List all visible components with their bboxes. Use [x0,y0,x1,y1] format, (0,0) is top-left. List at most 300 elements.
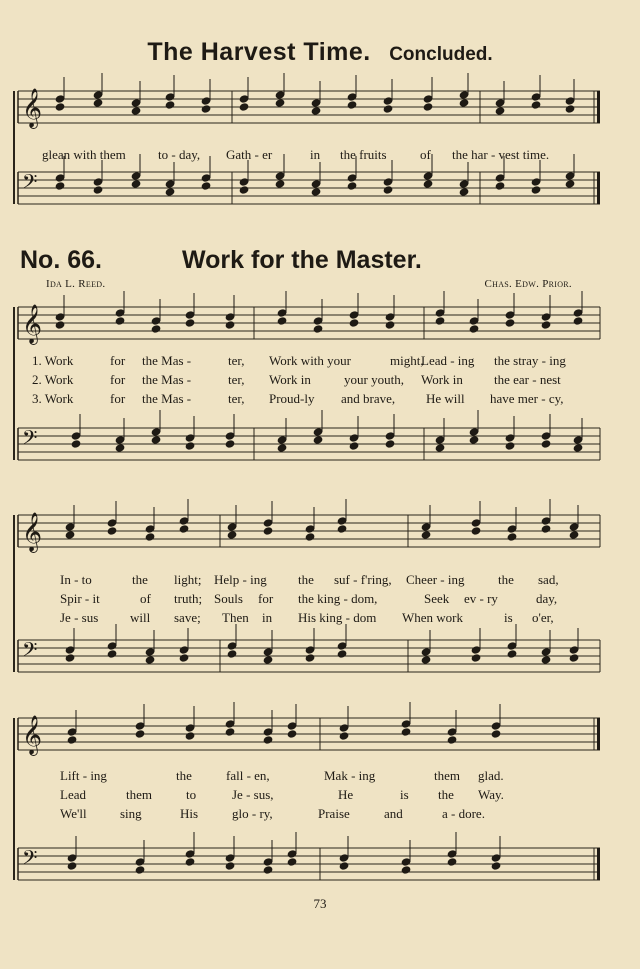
lyric: a - dore. [442,806,485,821]
notehead [459,99,469,107]
notehead [459,180,469,188]
notehead [469,436,479,444]
lyric: sad, [538,572,559,587]
notehead [491,854,501,862]
notehead [491,722,501,730]
lyric: sing [120,806,142,821]
notehead [263,866,273,874]
notehead [401,728,411,736]
treble-clef-icon: 𝄞 [22,88,43,128]
notehead [277,436,287,444]
prev-lyric-6: of [420,147,431,162]
final-barline [597,91,600,123]
lyric: fall - en, [226,768,270,783]
notehead [67,854,77,862]
lyric: He will [426,391,465,406]
notehead [65,523,75,531]
lyric: the Mas - [142,391,192,406]
lyric: Je - sus, [232,787,274,802]
bass-clef-icon: 𝄢 [22,426,38,454]
lyric: will [130,610,151,625]
notehead [349,442,359,450]
prev-lyric-3: Gath - er [226,147,273,162]
notehead [401,866,411,874]
notehead [541,440,551,448]
notehead [277,444,287,452]
staff [18,846,600,880]
notehead [573,309,583,317]
notehead [469,325,479,333]
notehead [55,103,65,111]
lyric: Souls [214,591,243,606]
notehead [435,436,445,444]
notehead [135,858,145,866]
lyric: to [186,787,197,802]
notehead [447,850,457,858]
final-barline [597,718,600,750]
notehead [115,317,125,325]
notehead [65,646,75,654]
notehead [185,724,195,732]
notehead [67,728,77,736]
notehead [541,321,551,329]
lyric: His king - dom [298,610,377,625]
notehead [565,105,575,113]
notehead [385,432,395,440]
lyric: Proud-ly [269,391,315,406]
notehead [383,186,393,194]
lyric: the king - dom, [298,591,378,606]
notehead [423,180,433,188]
notehead [165,188,175,196]
notehead [339,732,349,740]
notehead [313,428,323,436]
notehead [349,319,359,327]
notehead [93,186,103,194]
lyric: Help - ing [214,572,267,587]
notehead [401,720,411,728]
lyric: Lead - ing [421,353,475,368]
notehead [421,656,431,664]
lyric: is [400,787,409,802]
notehead [227,642,237,650]
lyric: 3. Work [32,391,74,406]
notehead [201,105,211,113]
notehead [495,99,505,107]
lyric: is [504,610,513,625]
notehead [179,525,189,533]
notehead [383,178,393,186]
notehead [347,93,357,101]
notehead [569,646,579,654]
notehead [339,724,349,732]
lyric: and [384,806,403,821]
notehead [305,646,315,654]
notehead [569,654,579,662]
notehead [435,317,445,325]
bass-clef-icon: 𝄢 [22,638,38,666]
lyric: day, [536,591,558,606]
notehead [179,517,189,525]
prev-lyric-1: glean with them [42,147,126,162]
prev-lyric-4: in [310,147,321,162]
notehead [185,732,195,740]
notehead [263,728,273,736]
notehead [185,442,195,450]
notehead [131,99,141,107]
staff [18,88,600,129]
notehead [505,434,515,442]
notehead [541,656,551,664]
notehead [447,858,457,866]
notehead [179,654,189,662]
lyric: them [434,768,460,783]
notehead [349,434,359,442]
notehead [131,107,141,115]
notehead [313,317,323,325]
lyric: Seek [424,591,450,606]
notehead [67,862,77,870]
notehead [179,646,189,654]
notehead [185,319,195,327]
notehead [349,311,359,319]
notehead [71,440,81,448]
lyric: 2. Work [32,372,74,387]
notehead [201,97,211,105]
notehead [339,854,349,862]
notehead [573,436,583,444]
notehead [227,531,237,539]
notehead [275,99,285,107]
lyric: Way. [478,787,504,802]
notehead [337,517,347,525]
notehead [239,186,249,194]
lyric: light; [174,572,202,587]
notehead [115,436,125,444]
notehead [471,654,481,662]
notehead [115,309,125,317]
staff [18,715,600,756]
composer-credit: Chas. Edw. Prior. [484,278,572,290]
page-number: 73 [313,896,327,911]
notehead [491,730,501,738]
notehead [447,728,457,736]
treble-clef-icon: 𝄞 [22,304,43,344]
notehead [55,182,65,190]
previous-hymn-title: The Harvest Time. [147,38,371,66]
notehead [135,866,145,874]
prev-lyric-2: to - day, [158,147,201,162]
lyric: the Mas - [142,353,192,368]
notehead [469,428,479,436]
notehead [287,858,297,866]
bass-clef-icon: 𝄢 [22,170,38,198]
notehead [383,97,393,105]
notehead [385,321,395,329]
notehead [421,523,431,531]
lyric: We'll [60,806,87,821]
lyric: Mak - ing [324,768,376,783]
notehead [401,858,411,866]
notehead [305,533,315,541]
notehead [55,313,65,321]
notehead [491,862,501,870]
notehead [311,107,321,115]
notehead [541,313,551,321]
notehead [201,174,211,182]
notehead [55,95,65,103]
lyric: for [110,353,126,368]
notehead [459,91,469,99]
notehead [311,99,321,107]
notehead [347,174,357,182]
lyric: for [110,391,126,406]
notehead [531,101,541,109]
notehead [565,172,575,180]
notehead [541,648,551,656]
notehead [507,525,517,533]
lyric: them [126,787,152,802]
lyric: ter, [228,391,245,406]
lyric: truth; [174,591,203,606]
hymn-number: No. 66. [20,246,102,274]
staff [18,170,600,204]
notehead [385,440,395,448]
notehead [541,432,551,440]
notehead [311,180,321,188]
final-barline [597,172,600,204]
notehead [569,531,579,539]
notehead [569,523,579,531]
prev-lyric-7: the har - vest time. [452,147,550,162]
notehead [107,527,117,535]
notehead [225,432,235,440]
lyric: Praise [318,806,350,821]
notehead [337,642,347,650]
notehead [135,730,145,738]
notehead [287,722,297,730]
notehead [447,736,457,744]
hymn-title: Work for the Master. [182,246,422,274]
notehead [185,311,195,319]
lyric: Lead [60,787,86,802]
notehead [65,654,75,662]
notehead [471,527,481,535]
notehead [93,178,103,186]
notehead [263,858,273,866]
notehead [421,531,431,539]
lyric: Je - sus [60,610,99,625]
bass-clef-icon: 𝄢 [22,846,38,874]
notehead [565,97,575,105]
notehead [507,533,517,541]
lyric: for [258,591,274,606]
lyric: Work in [269,372,311,387]
notehead [505,319,515,327]
lyric: save; [174,610,201,625]
lyric: Lift - ing [60,768,107,783]
notehead [239,103,249,111]
notehead [71,432,81,440]
notehead [435,309,445,317]
notehead [423,95,433,103]
notehead [505,442,515,450]
notehead [165,180,175,188]
notehead [337,650,347,658]
lyric: and brave, [341,391,396,406]
notehead [507,650,517,658]
lyric: glo - ry, [232,806,273,821]
notehead [201,182,211,190]
notehead [495,107,505,115]
notehead [541,517,551,525]
notehead [185,858,195,866]
lyric: for [110,372,126,387]
notehead [93,91,103,99]
lyric: suf - f'ring, [334,572,392,587]
notehead [531,93,541,101]
lyric: of [140,591,151,606]
notehead [277,309,287,317]
treble-clef-icon: 𝄞 [22,715,43,755]
notehead [151,317,161,325]
notehead [145,533,155,541]
notehead [263,527,273,535]
lyric: might, [390,353,424,368]
notehead [135,722,145,730]
notehead [131,172,141,180]
notehead [469,317,479,325]
notehead [65,531,75,539]
prev-lyric-5: the fruits [340,147,387,162]
lyric: the [498,572,514,587]
lyric: the [298,572,314,587]
notehead [225,728,235,736]
notehead [107,519,117,527]
notehead [573,444,583,452]
notehead [347,101,357,109]
notehead [311,188,321,196]
notehead [151,325,161,333]
notehead [421,648,431,656]
notehead [165,101,175,109]
lyric: o'er, [532,610,554,625]
notehead [227,650,237,658]
lyric: the [132,572,148,587]
notehead [107,642,117,650]
notehead [93,99,103,107]
notehead [67,736,77,744]
lyric: Spir - it [60,591,100,606]
notehead [507,642,517,650]
notehead [495,174,505,182]
notehead [287,730,297,738]
lyric: in [262,610,273,625]
notehead [347,182,357,190]
notehead [435,444,445,452]
lyric: Then [222,610,249,625]
notehead [107,650,117,658]
notehead [263,519,273,527]
notehead [225,321,235,329]
notehead [505,311,515,319]
notehead [459,188,469,196]
notehead [423,103,433,111]
notehead [225,440,235,448]
notehead [145,656,155,664]
lyric: the Mas - [142,372,192,387]
notehead [151,428,161,436]
notehead [225,720,235,728]
lyric: ev - ry [464,591,498,606]
previous-hymn-suffix: Concluded. [389,44,493,65]
notehead [275,91,285,99]
notehead [471,519,481,527]
lyric: your youth, [344,372,404,387]
lyric: Work with your [269,353,351,368]
lyric: the stray - ing [494,353,566,368]
notehead [227,523,237,531]
notehead [55,321,65,329]
lyric: the [438,787,454,802]
notehead [239,95,249,103]
notehead [471,646,481,654]
notehead [313,436,323,444]
lyric: the ear - nest [494,372,561,387]
notehead [305,525,315,533]
notehead [573,317,583,325]
notehead [541,525,551,533]
notehead [225,854,235,862]
lyric: Work in [421,372,463,387]
notehead [185,434,195,442]
lyric: ter, [228,372,245,387]
notehead [145,525,155,533]
notehead [239,178,249,186]
notehead [263,656,273,664]
notehead [565,180,575,188]
notehead [287,850,297,858]
lyricist-credit: Ida L. Reed. [46,278,106,290]
notehead [151,436,161,444]
notehead [225,313,235,321]
notehead [225,862,235,870]
notehead [385,313,395,321]
notehead [383,105,393,113]
notehead [115,444,125,452]
notehead [55,174,65,182]
lyric: When work [402,610,464,625]
notehead [165,93,175,101]
notehead [275,172,285,180]
lyric: Cheer - ing [406,572,465,587]
notehead [313,325,323,333]
notehead [495,182,505,190]
final-barline [597,848,600,880]
lyric: the [176,768,192,783]
notehead [277,317,287,325]
lyric: In - to [60,572,92,587]
notehead [275,180,285,188]
notehead [337,525,347,533]
lyric: ter, [228,353,245,368]
lyric: He [338,787,354,802]
notehead [131,180,141,188]
notehead [531,186,541,194]
notehead [423,172,433,180]
notehead [185,850,195,858]
lyric: 1. Work [32,353,74,368]
